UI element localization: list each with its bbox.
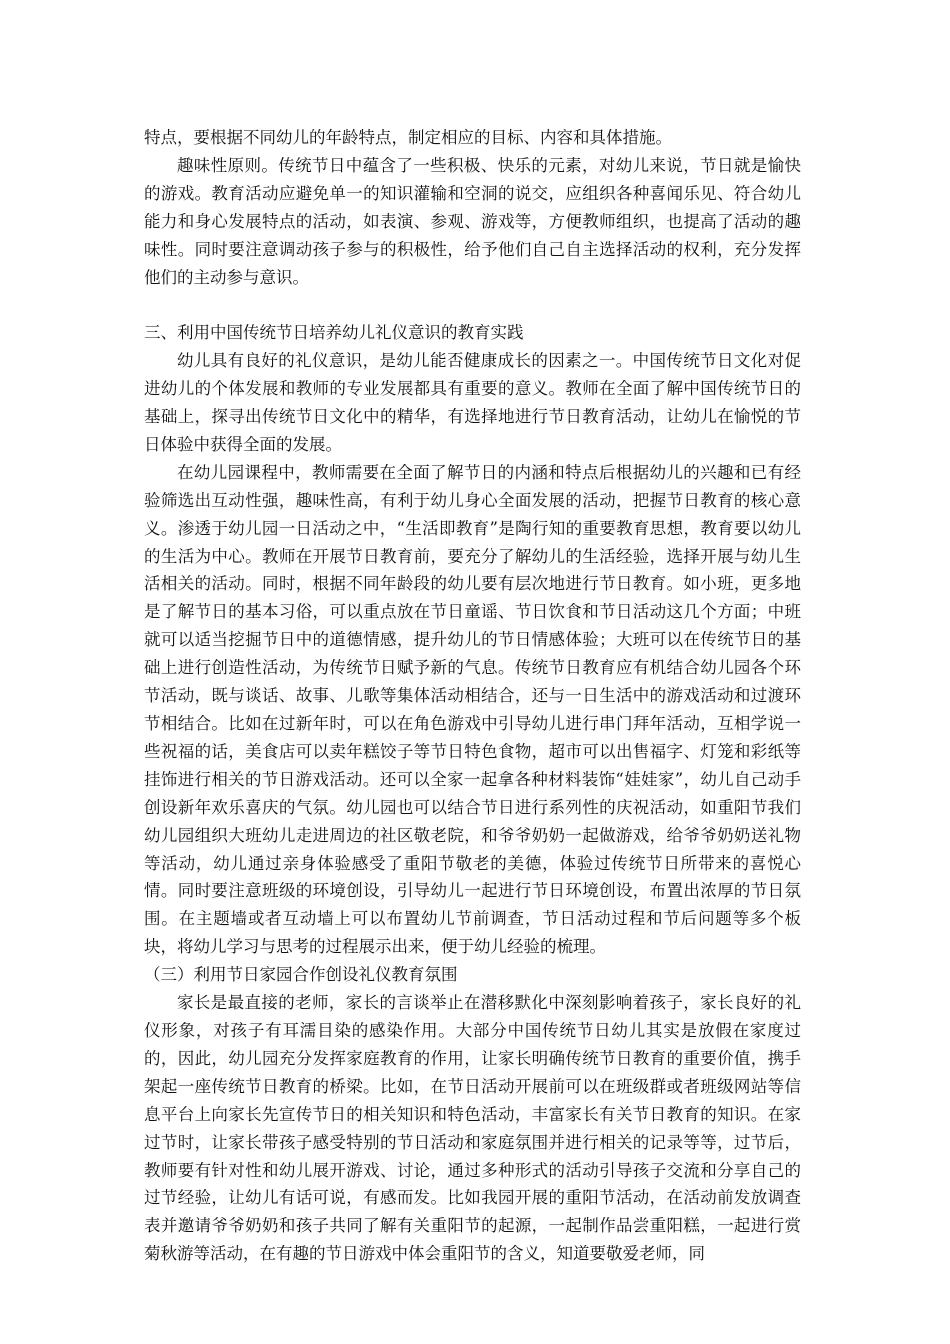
paragraph-fun-principle: 趣味性原则。传统节日中蕴含了一些积极、快乐的元素，对幼儿来说，节日就是愉快的游戏。教育活动应避免单一的知识灌输和空洞的说交，应组织各种喜闻乐见、符合幼儿能力和身心发展特点的活动，如表演、参观、游戏等，方便教师组织，也提高了活动的趣味性。同时要注意调动孩子参与的积极性，给予他们自己自主选择活动的权利，充分发挥他们的主动参与意识。: [144, 155, 801, 287]
paragraph-home-school: 家长是最直接的老师，家长的言谈举止在潜移默化中深刻影响着孩子，家长良好的礼仪形象，对孩子有耳濡目染的感染作用。大部分中国传统节日幼儿其实是放假在家度过的，因此，幼儿园充分发挥家庭教育的作用，让家长明确传统节日教育的重要价值，携手架起一座传统节日教育的桥梁。比如，在节日活动开展前可以在班级群或者班级网站等信息平台上向家长先宣传节日的相关知识和特色活动，丰富家长有关节日教育的知识。在家过节时，让家长带孩子感受特别的节日活动和家庭氛围并进行相关的记录等等，过节后，教师要有针对性和幼儿展开游戏、讨论，通过多种形式的活动引导孩子交流和分享自己的过节经验，让幼儿有话可说，有感而发。比如我园开展的重阳节活动，在活动前发放调查表并邀请爷爷奶奶和孩子共同了解有关重阳节的起源，一起制作品尝重阳糕，一起进行赏菊秋游等活动，在有趣的节日游戏中体会重阳节的含义，知道要敬爱老师，同: [144, 993, 801, 1264]
paragraph-continuation: 特点，要根据不同幼儿的年龄特点，制定相应的目标、内容和具体措施。: [144, 128, 672, 147]
paragraph-curriculum: 在幼儿园课程中，教师需要在全面了解节日的内涵和特点后根据幼儿的兴趣和已有经验筛选出互动性强，趣味性高，有利于幼儿身心全面发展的活动，把握节日教育的核心意义。渗透于幼儿园一日活动之中，“生活即教育”是陶行知的重要教育思想，教育要以幼儿的生活为中心。教师在开展节日教育前，要充分了解幼儿的生活经验，选择开展与幼儿生活相关的活动。同时，根据不同年龄段的幼儿要有层次地进行节日教育。如小班，更多地是了解节日的基本习俗，可以重点放在节日童谣、节日饮食和节日活动这几个方面；中班就可以适当挖掘节日中的道德情感，提升幼儿的节日情感体验；大班可以在传统节日的基础上进行创造性活动，为传统节日赋予新的气息。传统节日教育应有机结合幼儿园各个环节活动，既与谈话、故事、儿歌等集体活动相结合，还与一日生活中的游戏活动和过渡环节相结合。比如在过新年时，可以在角色游戏中引导幼儿进行串门拜年活动，互相学说一些祝福的话，美食店可以卖年糕饺子等节日特色食物，超市可以出售福字、灯笼和彩纸等挂饰进行相关的节日游戏活动。还可以全家一起拿各种材料装饰“娃娃家”，幼儿自己动手创设新年欢乐喜庆的气氛。幼儿园也可以结合节日进行系列性的庆祝活动，如重阳节我们幼儿园组织大班幼儿走进周边的社区敬老院，和爷爷奶奶一起做游戏，给爷爷奶奶送礼物等活动，幼儿通过亲身体验感受了重阳节敬老的美德，体验过传统节日所带来的喜悦心情。同时要注意班级的环境创设，引导幼儿一起进行节日环境创设，布置出浓厚的节日氛围。在主题墙或者互动墙上可以布置幼儿节前调查，节日活动过程和节后问题等多个板块，将幼儿学习与思考的过程展示出来，便于幼儿经验的梳理。: [144, 462, 801, 957]
subsection-heading-three: （三）利用节日家园合作创设礼仪教育氛围: [144, 965, 458, 985]
section-heading-three: 三、利用中国传统节日培养幼儿礼仪意识的教育实践: [144, 323, 524, 343]
document-body: [144, 124, 801, 1268]
section-spacer: [144, 291, 801, 319]
paragraph-etiquette-intro: 幼儿具有良好的礼仪意识，是幼儿能否健康成长的因素之一。中国传统节日文化对促进幼儿的个体发展和教师的专业发展都具有重要的意义。教师在全面了解中国传统节日的基础上，探寻出传统节日文化中的精华，有选择地进行节日教育活动，让幼儿在愉悦的节日体验中获得全面的发展。: [144, 351, 801, 454]
